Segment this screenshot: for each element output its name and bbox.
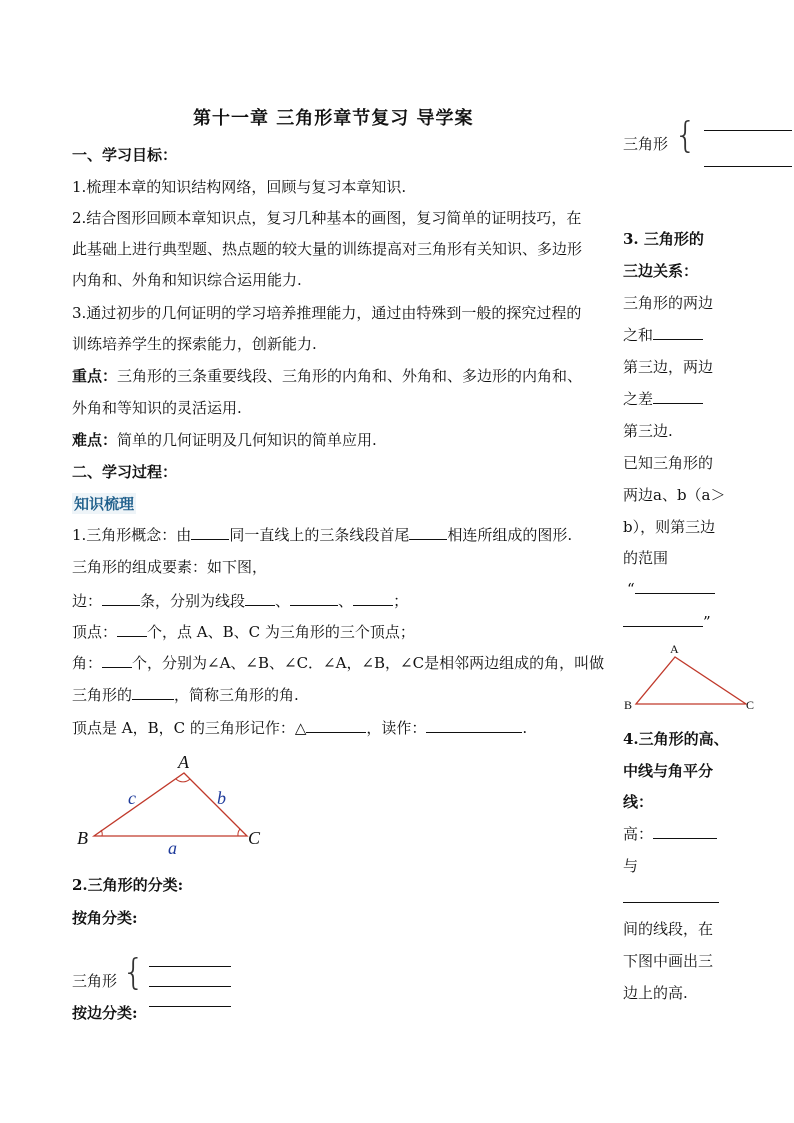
q4-title-line3: 线： [623,793,654,811]
goal-2-line2: 此基础上进行典型题、热点题的较大量的训练提高对三角形有关知识、多边形 [72,240,583,258]
angle-arc-b [101,830,102,836]
brace-icon: { [674,115,697,156]
answer-line[interactable] [149,966,231,967]
close-quote: ” [703,613,711,631]
q3-text: 第三边. [623,422,673,440]
angle-label: 角： [72,654,103,672]
small-triangle-shape [636,657,746,704]
blank[interactable] [290,590,338,606]
angle-text-c: 三角形的 [72,686,133,704]
classify-heading: 2.三角形的分类: [72,876,184,894]
q3-title-line1: 3. 三角形的 [623,230,704,248]
section2-heading: 二、学习过程： [72,463,178,481]
notation-text-a: 顶点是 A，B，C 的三角形记作：△ [72,719,307,737]
small-triangle-figure [620,640,760,716]
q3-title-line2: 三边关系： [623,262,699,280]
separator: 、 [338,592,354,610]
height-line [623,823,717,844]
goal-3-line2: 训练培养学生的探索能力，创新能力. [72,335,317,353]
key-points-line1 [72,365,582,386]
blank[interactable] [132,684,174,700]
small-vertex-b: B [624,698,633,712]
q3-text: 已知三角形的 [623,454,714,472]
goal-2-line3: 内角和、外角和知识综合运用能力. [72,271,302,289]
page-title: 第十一章 三角形章节复习 导学案 [193,108,474,129]
open-quote: “ [627,580,635,598]
blank[interactable] [653,324,703,340]
concept-text-a: 1.三角形概念：由 [72,526,192,544]
height-text: 间的线段，在 [623,920,714,938]
section1-heading: 一、学习目标： [72,146,178,164]
key-points-label: 重点： [72,367,118,385]
q3-text-sum: 之和 [623,326,654,344]
range-open-quote [627,578,715,598]
blank[interactable] [409,524,447,540]
q3-text: 两边a、b（a＞ [623,486,726,504]
edge-text: 条，分别为线段 [140,592,246,610]
key-points-text: 三角形的三条重要线段、三角形的内角和、外角和、多边形的内角和、 [117,367,583,385]
q3-text: b），则第三边 [623,518,716,536]
notation-end: . [522,719,528,737]
angle-arc-c [238,829,240,836]
edge-line [72,590,408,611]
key-points-line2: 外角和等知识的灵活运用. [72,399,242,417]
blank[interactable] [426,717,522,733]
q3-text [623,388,703,409]
angle-text: 个，分别为∠A、∠B、∠C．∠A，∠B，∠C是相邻两边组成的角，叫做 [132,654,605,672]
blank[interactable] [306,717,366,733]
vertex-line [72,621,415,642]
difficulty-text: 简单的几何证明及几何知识的简单应用. [117,431,377,449]
blank[interactable] [191,524,229,540]
small-vertex-a: A [670,642,679,656]
blank[interactable] [635,578,715,594]
q4-title-line2: 中线与角平分 [623,762,714,780]
angle-line [72,652,624,673]
blank[interactable] [102,590,140,606]
concept-text-b: 同一直线上的三条线段首尾 [229,526,410,544]
q3-text: 的范围 [623,549,669,567]
q3-text-diff: 之差 [623,390,654,408]
height-label: 高： [623,825,654,843]
vertex-label: 顶点： [72,623,118,641]
blank[interactable] [245,590,275,606]
q3-text: 第三边，两边 [623,358,714,376]
edge-label: 边： [72,592,103,610]
answer-line[interactable] [623,902,719,903]
angle-text-d: ，简称三角形的角. [174,686,299,704]
difficulty-label: 难点： [72,431,118,449]
notation-line [72,717,527,738]
answer-line[interactable] [704,166,792,167]
height-text: 边上的高. [623,984,688,1002]
brace-icon: { [122,952,145,993]
side-triangle-label: 三角形 [623,135,669,153]
blank[interactable] [623,611,703,627]
by-side-heading: 按边分类: [72,1004,138,1022]
by-angle-heading: 按角分类: [72,909,138,927]
knowledge-tag: 知识梳理 [74,495,135,513]
range-close-quote [623,611,711,631]
notation-text-b: ，读作： [366,719,427,737]
goal-1: 1.梳理本章的知识结构网络，回顾与复习本章知识. [72,178,407,196]
goal-2-line1: 2.结合图形回顾本章知识点，复习几种基本的画图，复习简单的证明技巧，在 [72,209,582,227]
blank[interactable] [653,823,717,839]
vertex-label-a: A [178,752,189,772]
vertex-label-b: B [77,828,88,848]
small-vertex-c: C [746,698,755,712]
blank[interactable] [353,590,393,606]
answer-line[interactable] [704,130,792,131]
elements-line: 三角形的组成要素：如下图， [72,558,268,576]
answer-line[interactable] [149,986,231,987]
blank[interactable] [653,388,703,404]
concept-line [72,524,572,545]
q3-text [623,324,703,345]
vertex-text: 个，点 A、B、C 为三角形的三个顶点； [147,623,415,641]
goal-3-line1: 3.通过初步的几何证明的学习培养推理能力，通过由特殊到一般的探究过程的 [72,304,582,322]
q4-title-line1: 4.三角形的高、 [623,730,729,748]
blank[interactable] [102,652,132,668]
q3-text: 三角形的两边 [623,294,714,312]
separator: 、 [275,592,291,610]
angle-line2 [72,684,299,705]
vertex-label-c: C [248,828,261,848]
height-text: 下图中画出三 [623,952,714,970]
side-label-a: a [168,838,177,858]
height-text: 与 [623,857,639,875]
angle-arc-a [176,779,190,782]
side-label-c: c [128,788,136,808]
classify-triangle-label: 三角形 [72,972,118,990]
side-label-b: b [217,788,226,808]
blank[interactable] [117,621,147,637]
answer-line[interactable] [149,1006,231,1007]
triangle-figure [72,750,272,860]
edge-end: ； [393,592,409,610]
difficulty-line [72,429,377,450]
concept-text-c: 相连所组成的图形. [447,526,573,544]
